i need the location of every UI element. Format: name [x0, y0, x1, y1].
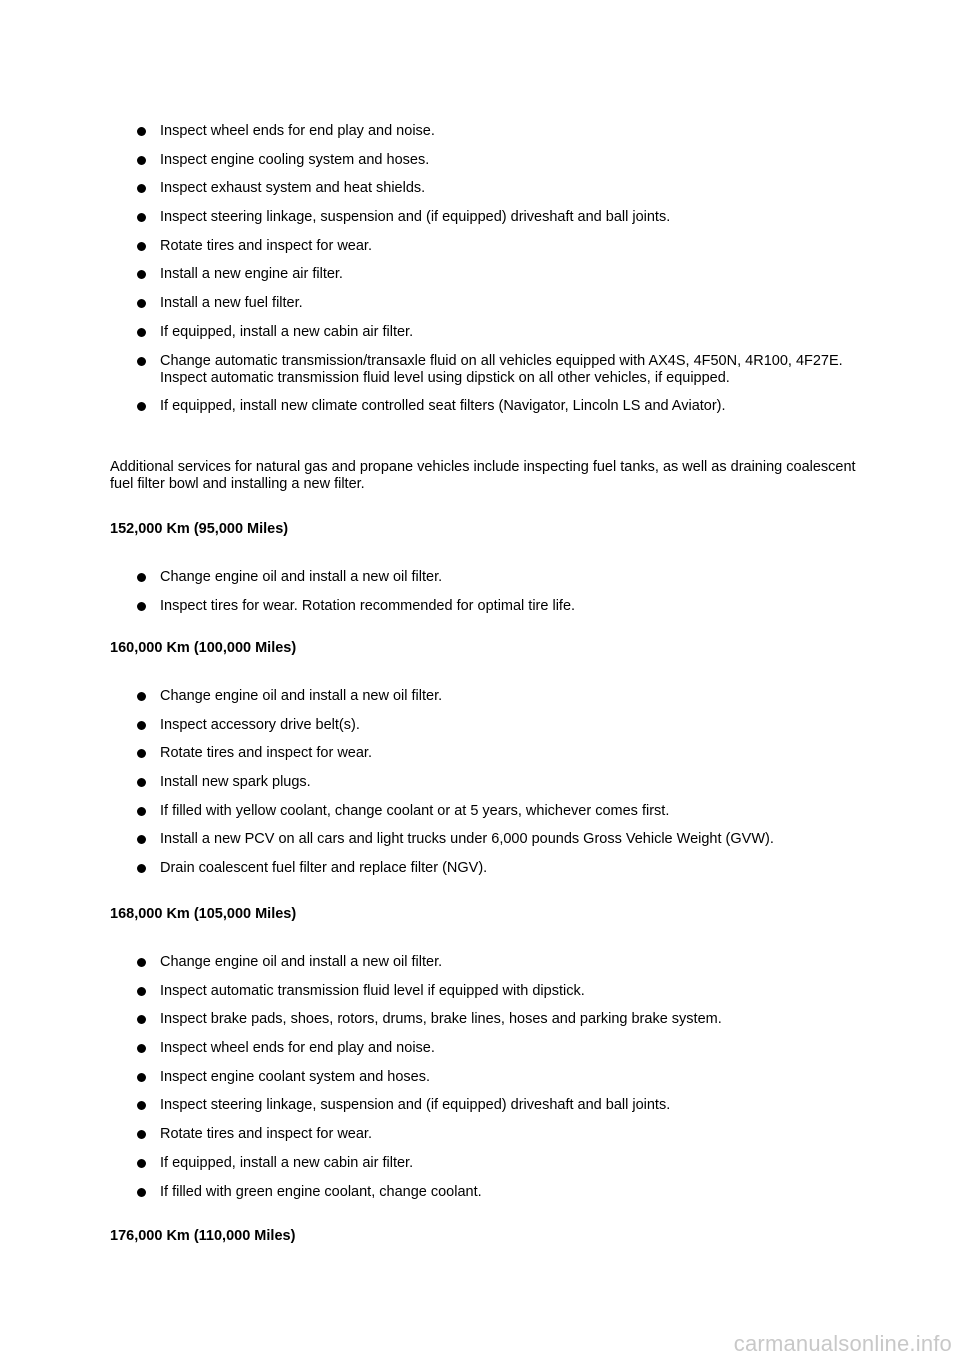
- list-item: [0, 598, 960, 615]
- bullet-icon: [137, 573, 146, 582]
- list-item-text: Rotate tires and inspect for wear.: [160, 1126, 372, 1143]
- list-item-text: Inspect wheel ends for end play and noise.: [160, 123, 435, 139]
- list-item: [0, 266, 960, 283]
- bullet-icon: [137, 602, 146, 611]
- bullet-icon: [137, 127, 146, 136]
- bullet-icon: [137, 721, 146, 730]
- list-item-text: Rotate tires and inspect for wear.: [160, 237, 372, 254]
- list-item: [0, 1184, 960, 1201]
- list-item-text: Inspect wheel ends for end play and noise.: [160, 1040, 435, 1057]
- list-item: [0, 954, 960, 971]
- list-item: [0, 209, 960, 226]
- list-item-text: Inspect exhaust system and heat shields.: [160, 180, 426, 197]
- bullet-icon: [137, 1159, 146, 1168]
- list-item-text: If filled with green engine coolant, change coolant.: [160, 1183, 482, 1200]
- bullet-icon: [137, 749, 146, 758]
- list-item-text: Install a new PCV on all cars and light trucks under 6,000 pounds Gross Vehicle Weight (GVW).: [160, 831, 774, 848]
- list-item: [0, 860, 960, 877]
- bullet-icon: [137, 778, 146, 787]
- list-item-text: If equipped, install new climate controlled seat filters (Navigator, Lincoln LS and Aviator).: [160, 398, 726, 415]
- list-item: [0, 1069, 960, 1086]
- list-item-text: Inspect engine coolant system and hoses.: [160, 1068, 431, 1085]
- maintenance-list-152000km: [0, 569, 960, 626]
- section-heading-152000km: 152,000 Km (95,000 Miles): [110, 521, 289, 537]
- list-item-text: Inspect engine cooling system and hoses.: [160, 151, 430, 168]
- list-item: [0, 1097, 960, 1114]
- list-item-text: If filled with yellow coolant, change coolant or at 5 years, whichever comes first.: [160, 802, 670, 819]
- list-item: [0, 983, 960, 1000]
- list-item: [0, 1011, 960, 1028]
- bullet-icon: [137, 184, 146, 193]
- list-item: [0, 324, 960, 341]
- list-item: [0, 717, 960, 734]
- list-item: [0, 831, 960, 848]
- section-heading-168000km: 168,000 Km (105,000 Miles): [110, 906, 297, 922]
- additional-services-paragraph: Additional services for natural gas and propane vehicles include inspecting fuel tanks, as well as draining coalescent fuel filter bowl and installing a new filter.: [110, 459, 856, 492]
- bullet-icon: [137, 402, 146, 411]
- bullet-icon: [137, 357, 146, 366]
- list-item-text: Change engine oil and install a new oil filter.: [160, 954, 443, 970]
- list-item-text: Inspect brake pads, shoes, rotors, drums, brake lines, hoses and parking brake system.: [160, 1011, 722, 1028]
- list-item: [0, 353, 960, 387]
- list-item: [0, 774, 960, 791]
- list-item: [0, 180, 960, 197]
- list-item-text: Change engine oil and install a new oil filter.: [160, 688, 443, 704]
- list-item: [0, 1155, 960, 1172]
- list-item-text: Inspect steering linkage, suspension and (if equipped) driveshaft and ball joints.: [160, 1097, 671, 1114]
- bullet-icon: [137, 1015, 146, 1024]
- bullet-icon: [137, 807, 146, 816]
- list-item-text: If equipped, install a new cabin air filter.: [160, 323, 414, 340]
- list-item-text: Inspect automatic transmission fluid level if equipped with dipstick.: [160, 982, 585, 999]
- list-item-text: If equipped, install a new cabin air filter.: [160, 1154, 414, 1171]
- list-item: [0, 123, 960, 140]
- list-item: [0, 238, 960, 255]
- list-item-text: Install a new fuel filter.: [160, 295, 303, 312]
- bullet-icon: [137, 1073, 146, 1082]
- bullet-icon: [137, 270, 146, 279]
- list-item: [0, 803, 960, 820]
- bullet-icon: [137, 156, 146, 165]
- list-item-text: Inspect steering linkage, suspension and (if equipped) driveshaft and ball joints.: [160, 209, 671, 226]
- maintenance-list-continued: [0, 123, 960, 427]
- bullet-icon: [137, 328, 146, 337]
- bullet-icon: [137, 987, 146, 996]
- bullet-icon: [137, 835, 146, 844]
- list-item: [0, 569, 960, 586]
- list-item: [0, 1126, 960, 1143]
- bullet-icon: [137, 1101, 146, 1110]
- maintenance-list-160000km: [0, 688, 960, 889]
- list-item: [0, 398, 960, 415]
- section-heading-176000km: 176,000 Km (110,000 Miles): [110, 1228, 296, 1244]
- watermark: carmanualsonline.info: [733, 1331, 952, 1356]
- list-item-text: Inspect accessory drive belt(s).: [160, 716, 360, 733]
- section-heading-160000km: 160,000 Km (100,000 Miles): [110, 640, 297, 656]
- list-item: [0, 745, 960, 762]
- list-item: [0, 688, 960, 705]
- bullet-icon: [137, 692, 146, 701]
- list-item-text: Change engine oil and install a new oil filter.: [160, 569, 443, 585]
- list-item-text: Rotate tires and inspect for wear.: [160, 745, 372, 762]
- list-item-text: Inspect tires for wear. Rotation recommended for optimal tire life.: [160, 597, 576, 614]
- list-item: [0, 295, 960, 312]
- list-item-text: Install new spark plugs.: [160, 774, 311, 791]
- bullet-icon: [137, 958, 146, 967]
- bullet-icon: [137, 1044, 146, 1053]
- list-item-text: Install a new engine air filter.: [160, 266, 343, 283]
- list-item: [0, 152, 960, 169]
- list-item: [0, 1040, 960, 1057]
- bullet-icon: [137, 299, 146, 308]
- bullet-icon: [137, 242, 146, 251]
- bullet-icon: [137, 864, 146, 873]
- maintenance-list-168000km: [0, 954, 960, 1212]
- bullet-icon: [137, 1130, 146, 1139]
- bullet-icon: [137, 1188, 146, 1197]
- bullet-icon: [137, 213, 146, 222]
- list-item-text: Drain coalescent fuel filter and replace filter (NGV).: [160, 860, 488, 877]
- list-item-text: Change automatic transmission/transaxle fluid on all vehicles equipped with AX4S, 4F50N, 4R100, 4F27E. Inspect automatic transmission fluid level using dipstick on all other vehicles, if equipped.: [160, 352, 843, 386]
